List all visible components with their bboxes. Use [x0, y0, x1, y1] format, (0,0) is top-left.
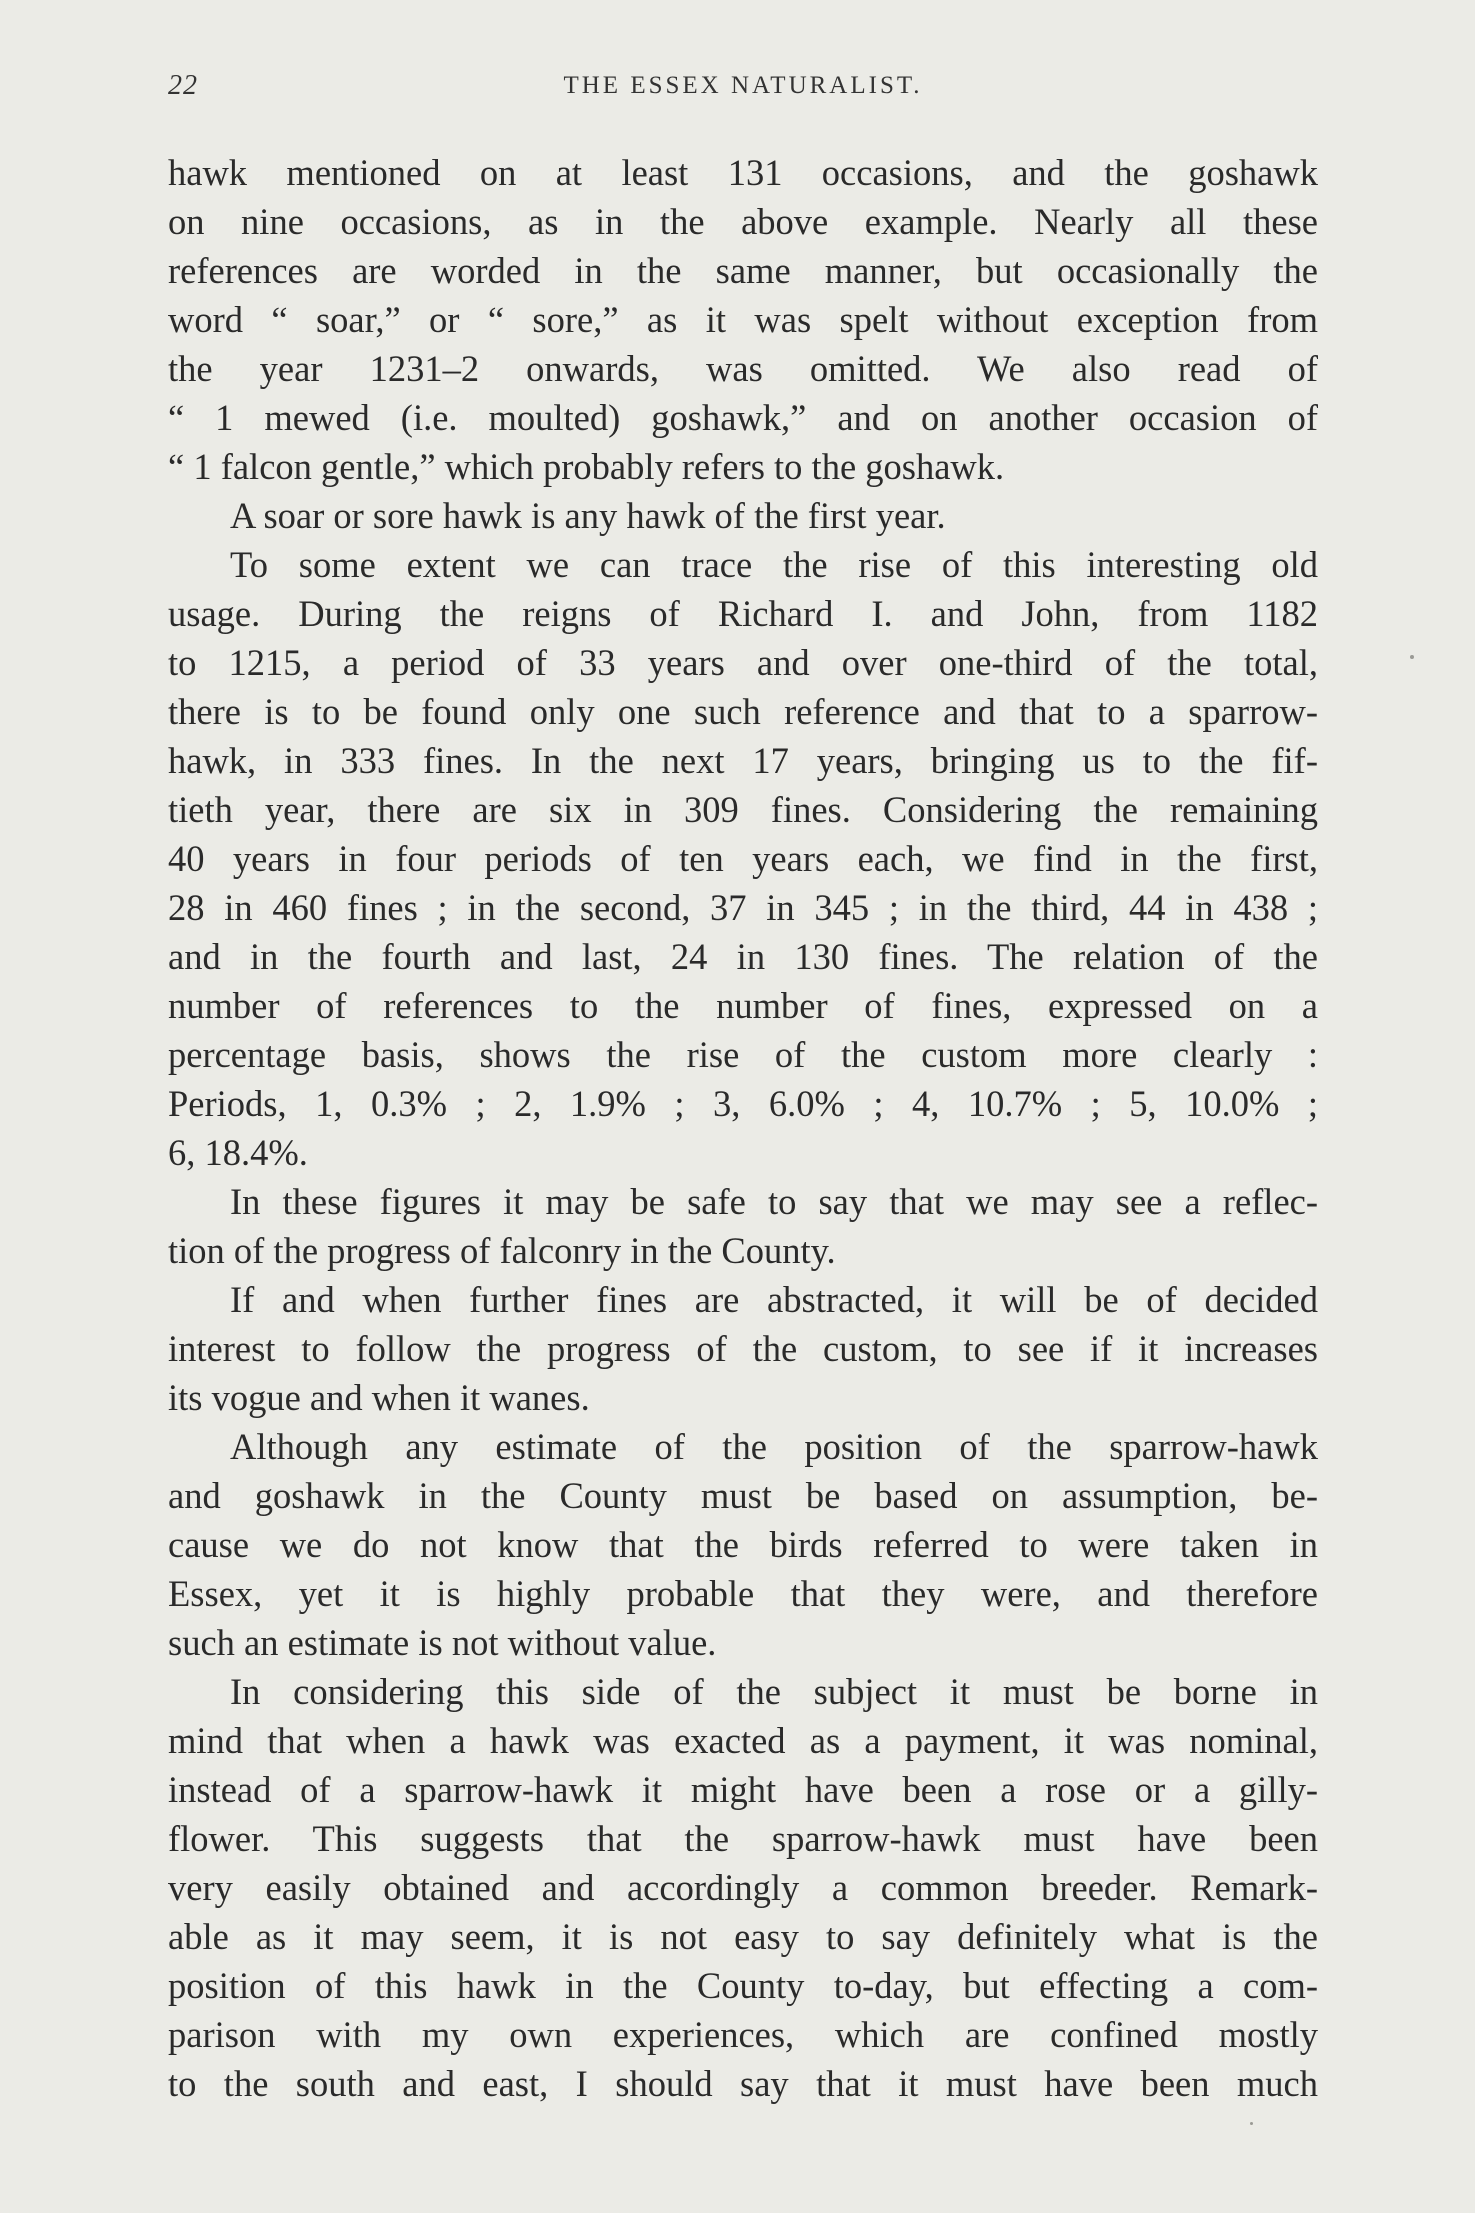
text-line: to the south and east, I should say that it must have been much	[168, 2063, 1318, 2104]
text-line: cause we do not know that the birds referred to were taken in	[168, 1524, 1318, 1565]
text-line: To some extent we can trace the rise of this interesting old	[230, 544, 1318, 585]
text-line: In these figures it may be safe to say that we may see a reflec-	[230, 1181, 1318, 1222]
text-line: and goshawk in the County must be based on assumption, be-	[168, 1475, 1318, 1516]
text-line: Essex, yet it is highly probable that they were, and therefore	[168, 1573, 1318, 1614]
text-line: 6, 18.4%.	[168, 1132, 308, 1173]
text-line: percentage basis, shows the rise of the custom more clearly :	[168, 1034, 1318, 1075]
text-line: tion of the progress of falconry in the County.	[168, 1230, 836, 1271]
text-line: A soar or sore hawk is any hawk of the first year.	[230, 495, 946, 536]
paper-speck	[1250, 2122, 1253, 2125]
text-line: and in the fourth and last, 24 in 130 fines. The relation of the	[168, 936, 1318, 977]
text-line: such an estimate is not without value.	[168, 1622, 717, 1663]
text-line: Periods, 1, 0.3% ; 2, 1.9% ; 3, 6.0% ; 4, 10.7% ; 5, 10.0% ;	[168, 1083, 1318, 1124]
text-line: its vogue and when it wanes.	[168, 1377, 590, 1418]
body-text	[168, 148, 1318, 2108]
text-line: instead of a sparrow-hawk it might have been a rose or a gilly-	[168, 1769, 1318, 1810]
text-line: hawk mentioned on at least 131 occasions, and the goshawk	[168, 152, 1318, 193]
text-line: word “ soar,” or “ sore,” as it was spelt without exception from	[168, 299, 1318, 340]
text-line: “ 1 mewed (i.e. moulted) goshawk,” and on another occasion of	[168, 397, 1318, 438]
text-line: parison with my own experiences, which are confined mostly	[168, 2014, 1318, 2055]
text-line: “ 1 falcon gentle,” which probably refers to the goshawk.	[168, 446, 1005, 487]
text-line: number of references to the number of fines, expressed on a	[168, 985, 1318, 1026]
text-line: hawk, in 333 fines. In the next 17 years, bringing us to the fif-	[168, 740, 1318, 781]
text-line: interest to follow the progress of the custom, to see if it increases	[168, 1328, 1318, 1369]
text-line: position of this hawk in the County to-day, but effecting a com-	[168, 1965, 1318, 2006]
text-line: the year 1231–2 onwards, was omitted. We also read of	[168, 348, 1318, 389]
text-line: there is to be found only one such reference and that to a sparrow-	[168, 691, 1318, 732]
text-line: usage. During the reigns of Richard I. and John, from 1182	[168, 593, 1318, 634]
text-line: If and when further fines are abstracted, it will be of decided	[230, 1279, 1318, 1320]
text-line: tieth year, there are six in 309 fines. Considering the remaining	[168, 789, 1318, 830]
paper-speck	[1410, 655, 1414, 659]
text-line: 40 years in four periods of ten years each, we find in the first,	[168, 838, 1318, 879]
text-line: Although any estimate of the position of the sparrow-hawk	[230, 1426, 1318, 1467]
page-number: 22	[168, 70, 198, 101]
text-line: to 1215, a period of 33 years and over one-third of the total,	[168, 642, 1318, 683]
text-line: references are worded in the same manner, but occasionally the	[168, 250, 1318, 291]
text-line: flower. This suggests that the sparrow-hawk must have been	[168, 1818, 1318, 1859]
running-head	[168, 70, 1318, 110]
journal-title: THE ESSEX NATURALIST.	[563, 72, 923, 99]
text-line: In considering this side of the subject it must be borne in	[230, 1671, 1318, 1712]
text-line: 28 in 460 fines ; in the second, 37 in 345 ; in the third, 44 in 438 ;	[168, 887, 1318, 928]
text-line: mind that when a hawk was exacted as a payment, it was nominal,	[168, 1720, 1318, 1761]
text-line: very easily obtained and accordingly a common breeder. Remark-	[168, 1867, 1318, 1908]
text-line: on nine occasions, as in the above example. Nearly all these	[168, 201, 1318, 242]
text-line: able as it may seem, it is not easy to say definitely what is the	[168, 1916, 1318, 1957]
